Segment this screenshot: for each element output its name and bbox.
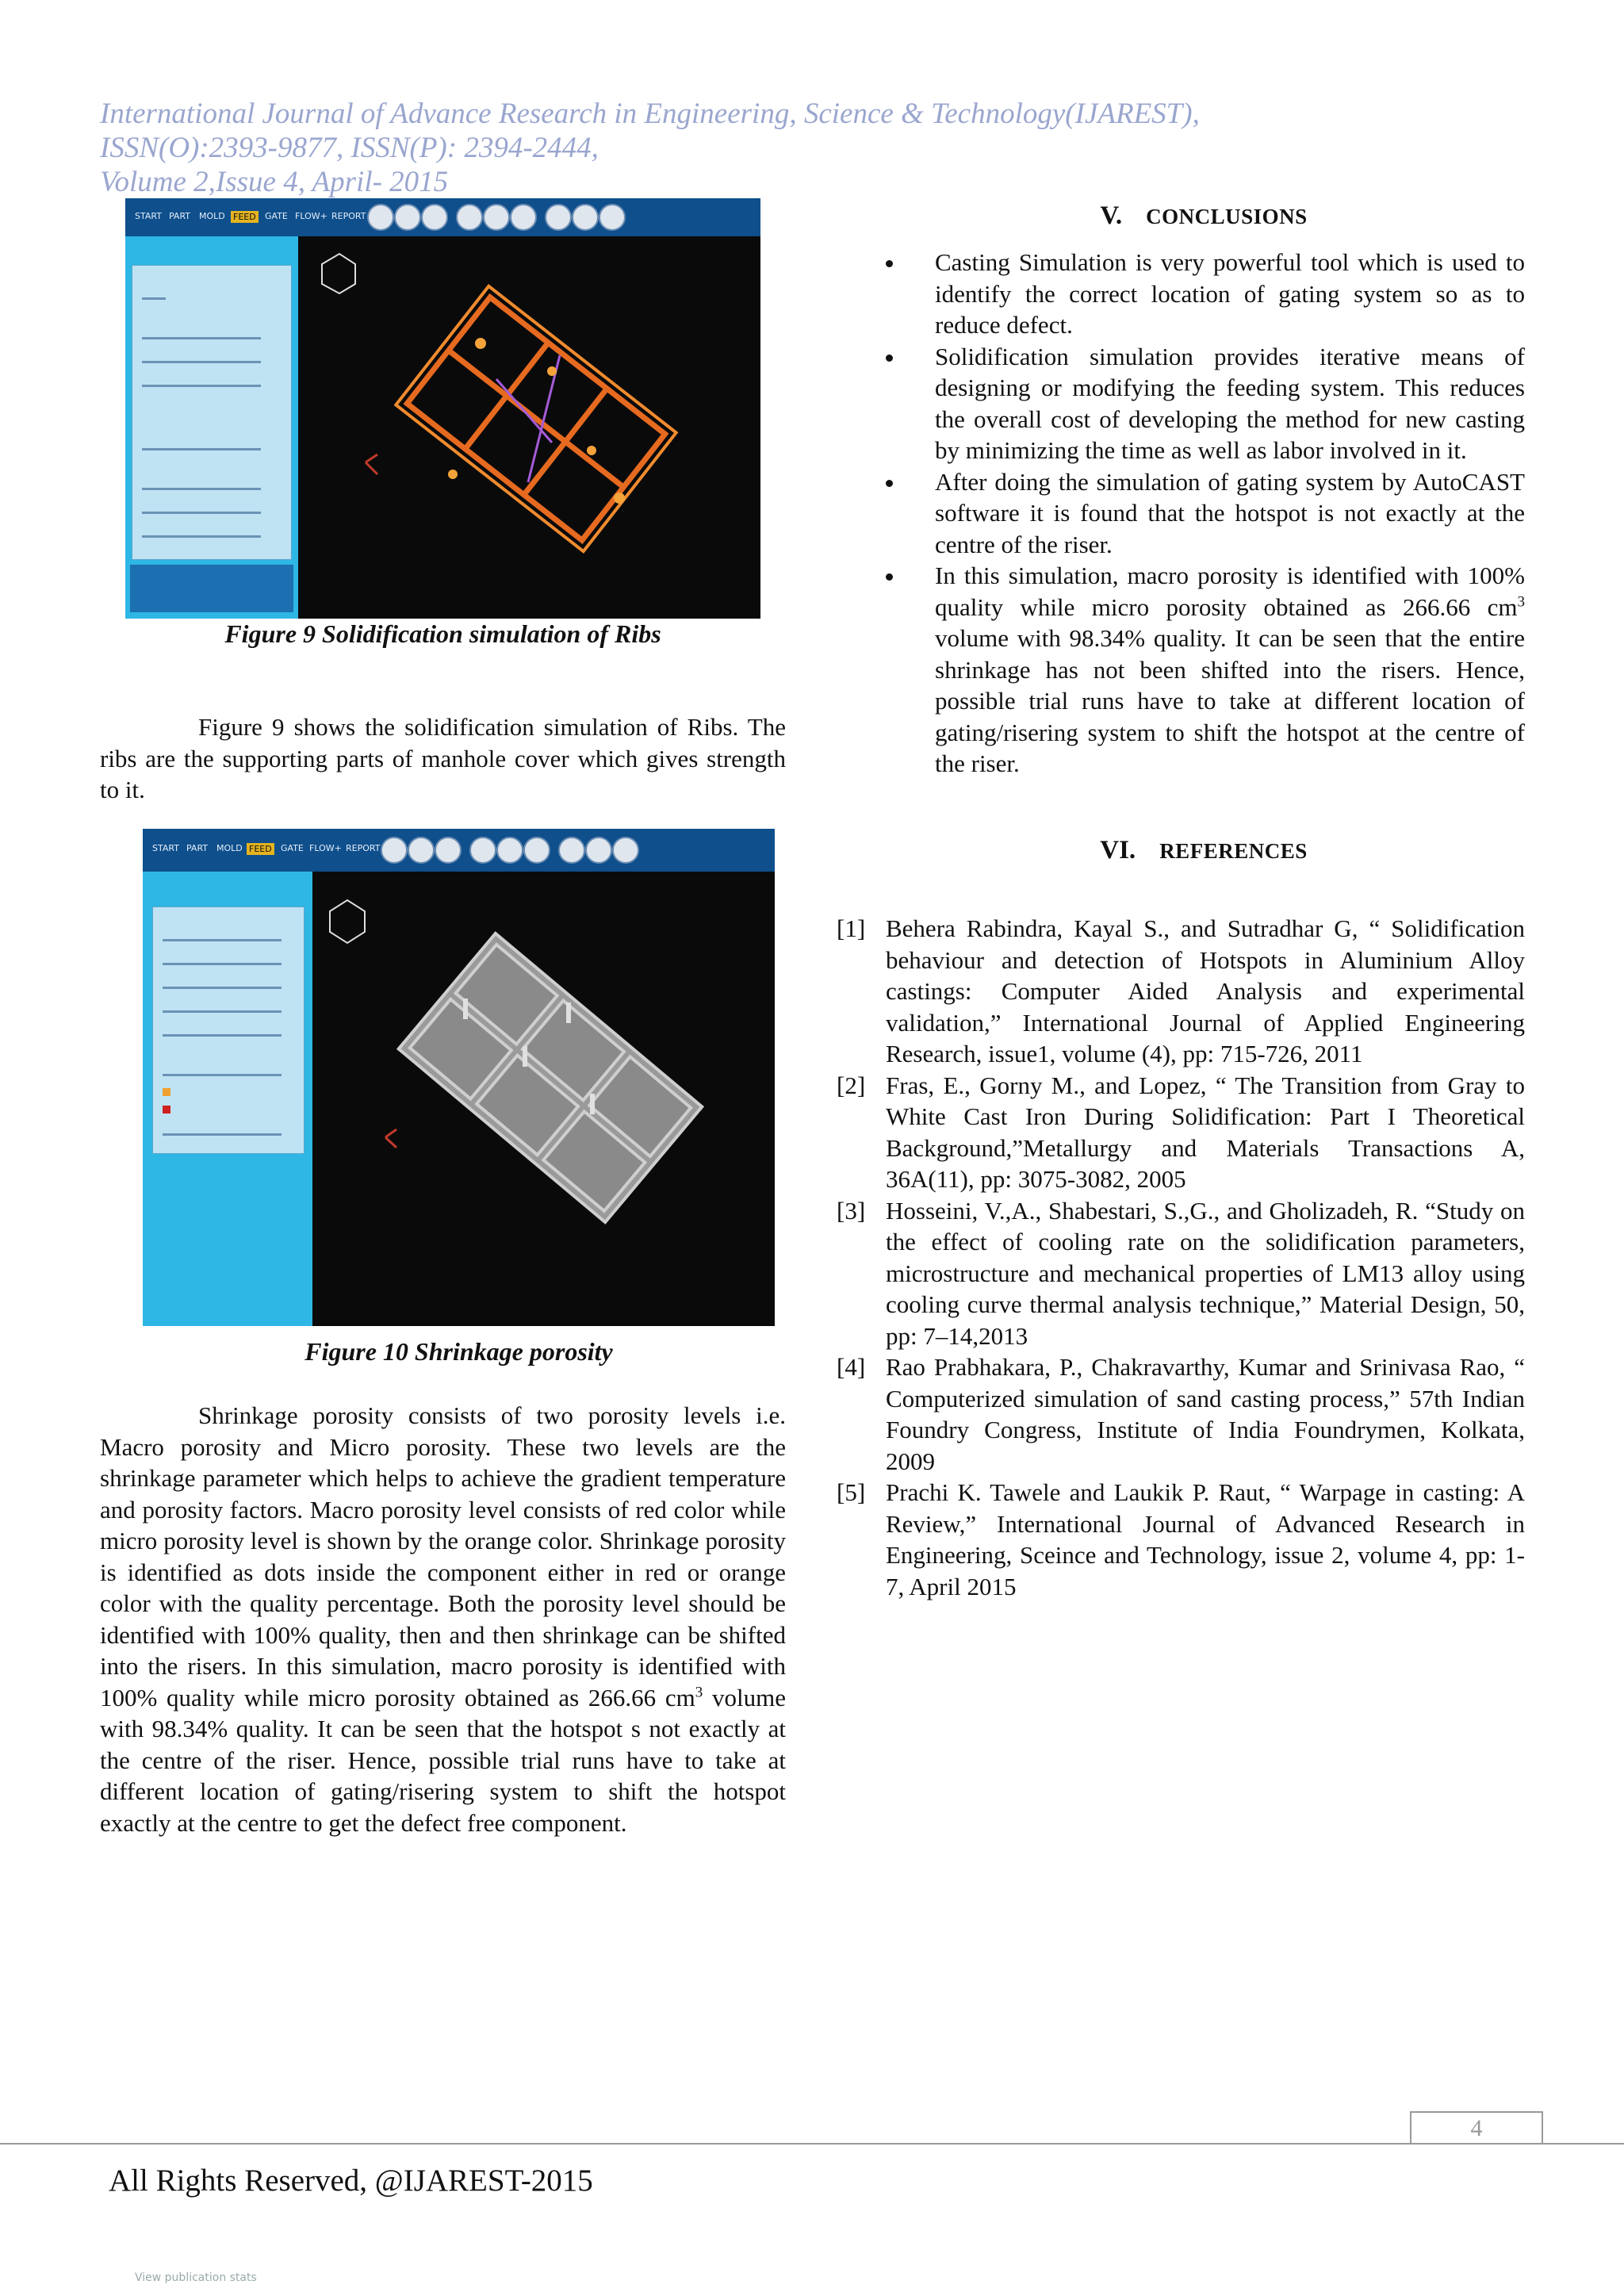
conclusion-bullet: Solidification simulation provides iterative means of designing or modifying the feeding system. This reduces the overall cost of developing the method for new casting by minimizing the time as well as labor involved in it. [886,341,1525,466]
toolbar-tab-gate: GATE [265,211,288,221]
references-list [837,913,1525,1602]
conclusion-bullet: Casting Simulation is very powerful tool which is used to identify the correct location of gating system so as to reduce defect. [886,247,1525,341]
reference-item: [2] Fras, E., Gorny M., and Lopez, “ The Transition from Gray to White Cast Iron During Solidification: Part I Theoretical Background,”Metallurgy and Materials Transactions A, 36A(11), pp: 3075-3082, 2005 [837,1071,1525,1193]
settings-icon [523,837,550,864]
shrinkage-porosity-render [312,872,775,1326]
reference-item: [4] Rao Prabhakara, P., Chakravarthy, Kumar and Srinivasa Rao, “ Computerized simulation of sand casting process,” 57th Indian Foundry Congress, Institute of India Foundrymen, Kolkata, 2009 [837,1353,1525,1475]
section-number: VI. [1100,836,1136,864]
zoom-out-icon [421,204,448,231]
reference-item: [1] Behera Rabindra, Kayal S., and Sutradhar G, “ Solidification behaviour and detection of Hotspots in Aluminium Alloy castings: Computer Aided Analysis and experimental validation,” International Journal of Applied Engineering Research, issue1, volume (4), pp: 715-726, 2011 [837,914,1525,1068]
help-icon [612,837,639,864]
shrinkage-text: Shrinkage porosity consists of two porosity levels i.e. Macro porosity and Micro porosity. These two levels are the shrinkage parameter which helps to achieve the gradient temperature and porosity factors. Macro porosity level consists of red color while micro porosity level is shown by the orange color. Shrinkage porosity is identified as dots inside the component either in red or orange color with the quality percentage. Both the porosity level should be identified with 100% quality, then and then shrinkage can be shifted into the risers. In this simulation, macro porosity is identified with 100% quality while micro porosity obtained as 266.66 $cm^3$ volume with 98.34% quality. It can be seen that the hotspot s not exactly at the centre of the riser. Hence, possible trial runs have to take at different location of gating/risering system to shift the hotspot exactly at the centre to get the defect free component. [100,1401,786,1837]
conclusions-list [886,247,1525,780]
footer-rule [0,2143,1624,2145]
help-icon [599,204,626,231]
reference-item: [3] Hosseini, V.,A., Shabestari, S.,G., and Gholizadeh, R. “Study on the effect of cooling rate on the solidification parameters, microstructure and mechanical properties of LM13 alloy using cooling curve thermal analysis technique,” Material Design, 50, pp: 7–14,2013 [837,1196,1525,1350]
figure-10-caption: Figure 10 Shrinkage porosity [304,1337,613,1366]
bullet-icon [886,573,893,581]
camera-icon [483,204,510,231]
conclusion-bullet: In this simulation, macro porosity is identified with 100% quality while micro porosity obtained as 266.66 $cm^3$ volume with 98.34% quality. It can be seen that the entire shrinkage has not been shifted into the risers. Hence, possible trial runs have to take at different location of gating/risering system to shift the hotspot at the centre of the riser. [886,560,1525,780]
parameter-panel [132,265,292,560]
shrinkage-parameter-panel [152,907,304,1154]
conclusions-heading [883,201,1525,231]
bullet-icon [886,260,893,267]
shrinkage-side-panel [143,872,312,1326]
clock-icon [585,837,612,864]
journal-header [100,97,1289,199]
page-number-box [1410,2111,1543,2145]
toolbar-tab-feed: FEED [247,843,274,855]
toolbar-tab-gate: GATE [281,843,304,853]
simulation-side-panel [125,236,298,619]
settings-icon [510,204,537,231]
references-heading [883,836,1525,865]
figure-10-image [143,829,775,1326]
section-number: V. [1100,201,1123,230]
toolbar-tab-part: PART [169,211,191,221]
bullet-icon [886,480,893,487]
toolbar-tab-flow: FLOW+ [295,211,327,221]
bullet-icon [886,355,893,362]
figure-9-paragraph [100,711,786,806]
toolbar-tab-mold: MOLD [216,843,243,853]
toolbar-tab-flow: FLOW+ [309,843,342,853]
print-icon [545,204,572,231]
software-toolbar-2 [143,829,775,872]
journal-title: International Journal of Advance Research in Engineering, Science & Technology(IJAREST), [100,98,1200,130]
toolbar-tab-report: REPORT [331,211,366,221]
hint-box [130,565,293,612]
page-number: 4 [1470,2115,1483,2141]
reference-item: [5] Prachi K. Tawele and Laukik P. Raut, “ Warpage in casting: A Review,” International Journal of Advanced Research in Engineering, Sceince and Technology, issue 2, volume 4, pp: 1-7, April 2015 [837,1478,1525,1600]
software-toolbar [125,198,760,236]
shrinkage-paragraph [100,1400,786,1838]
view-icon [456,204,483,231]
view-publication-stats-link[interactable]: View publication stats [135,2271,257,2284]
toolbar-tab-feed: FEED [231,211,259,223]
toolbar-tab-start: START [135,211,162,221]
figure-9-text: Figure 9 shows the solidification simulation of Ribs. The ribs are the supporting parts of manhole cover which gives strength to it. [100,713,786,803]
zoom-out-icon [435,837,462,864]
view-icon [469,837,496,864]
clock-icon [572,204,599,231]
section-title: CONCLUSIONS [1146,205,1308,228]
zoom-in-icon [408,837,435,864]
figure-9-image [125,198,760,619]
print-icon [558,837,585,864]
copyright-footer: All Rights Reserved, @IJAREST-2015 [109,2164,593,2198]
journal-volume: Volume 2,Issue 4, April- 2015 [100,166,449,198]
rotate-icon [381,837,408,864]
figure-9-caption: Figure 9 Solidification simulation of Ribs [224,619,661,648]
journal-issn: ISSN(O):2393-9877, ISSN(P): 2394-2444, [100,132,599,164]
conclusion-bullet: After doing the simulation of gating system by AutoCAST software it is found that the hotspot is not exactly at the centre of the riser. [886,466,1525,561]
zoom-in-icon [394,204,421,231]
section-title: REFERENCES [1159,839,1308,863]
toolbar-tab-mold: MOLD [199,211,225,221]
toolbar-tab-report: REPORT [346,843,381,853]
camera-icon [496,837,523,864]
ribs-solidification-render [298,236,760,619]
toolbar-tab-part: PART [186,843,209,853]
rotate-icon [367,204,394,231]
toolbar-tab-start: START [152,843,179,853]
